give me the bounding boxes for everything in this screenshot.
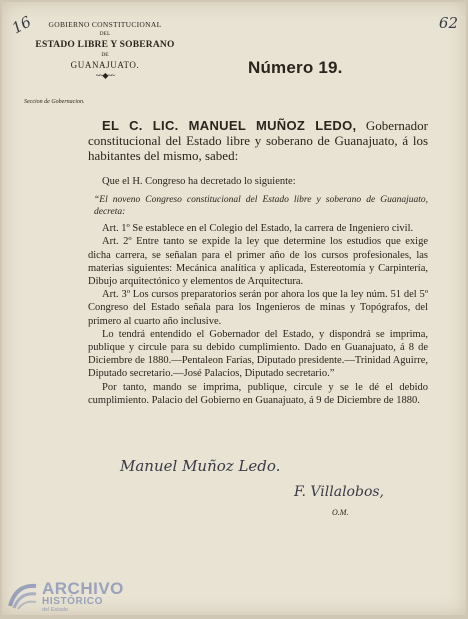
section-label: Seccion de Gobernacion.	[24, 99, 85, 105]
governor-signature: Manuel Muñoz Ledo.	[120, 457, 281, 475]
secretary-signature: F. Villalobos,	[294, 484, 385, 500]
letterhead-line-5: GUANAJUATO.	[70, 60, 140, 70]
governor-name: EL C. LIC. MANUEL MUÑOZ LEDO,	[102, 118, 357, 133]
article-3: Art. 3º Los cursos preparatorios serán por ahora los que la ley núm. 51 del 5º Congreso del Estado señala para los Ingenieros de minas y Topógrafos, del primero al cuarto año inclusive.	[88, 289, 428, 327]
heading-text: Gobernador constitucional del Estado libre y soberano de Guanajuato, á los habitantes del mismo, sabed:	[88, 118, 428, 163]
archive-stamp	[6, 578, 146, 612]
archive-stamp-text	[42, 580, 124, 613]
intro-paragraph: Que el H. Congreso ha decretado lo siguiente:	[102, 176, 296, 187]
quote-paragraph: “El noveno Congreso constitucional del Estado libre y soberano de Guanajuato, decreta:	[94, 195, 428, 218]
article-2: Art. 2º Entre tanto se expide la ley que determine los estudios que exige dicha carrera, se señalan para el primer año de los cursos profesionales, las materias siguientes: Mecánica analítica y aplicada, Estereotomía y Carpintería, Dibujo arquitectónico y elementos de Arquitectura.	[88, 236, 428, 288]
stamp-line-2: HISTÓRICO	[42, 596, 103, 607]
letterhead-line-3: ESTADO LIBRE Y SOBERANO	[35, 40, 175, 50]
article-1: Art. 1º Se establece en el Colegio del Estado, la carrera de Ingeniero civil.	[102, 223, 414, 235]
enactment-paragraph: Lo tendrá entendido el Gobernador del Estado, y dispondrá se imprima, publique y circule para su debido cumplimiento. Dado en Guanajuato, á 8 de Diciembre de 1880.—Pentaleon Farías, Diputado presidente.—Trinidad Aguirre, Diputado secretario.—José Palacios, Diputado secretario.”	[88, 328, 428, 380]
handwritten-annotation-right: 62	[438, 14, 458, 32]
handwritten-annotation-left: 16	[8, 12, 35, 38]
decree-body	[88, 118, 428, 407]
stamp-line-3: del Estado	[42, 607, 68, 613]
ornament-divider: ~~◆~~	[95, 71, 115, 80]
stamp-line-1: ARCHIVO	[42, 579, 124, 598]
promulgation-paragraph: Por tanto, mando se imprima, publique, circule y se le dé el debido cumplimiento. Palacio del Gobierno en Guanajuato, á 9 de Diciembre de 1880.	[88, 381, 428, 406]
document-page	[2, 2, 466, 615]
letterhead	[16, 20, 194, 80]
letterhead-line-4: DE	[101, 52, 109, 58]
decree-heading	[88, 118, 428, 163]
letterhead-line-2: DEL	[99, 31, 111, 37]
secretary-title: O.M.	[332, 508, 349, 517]
letterhead-line-1: GOBIERNO CONSTITUCIONAL	[48, 20, 162, 29]
document-number: Número 19.	[248, 58, 343, 77]
archive-logo-icon	[6, 578, 40, 612]
